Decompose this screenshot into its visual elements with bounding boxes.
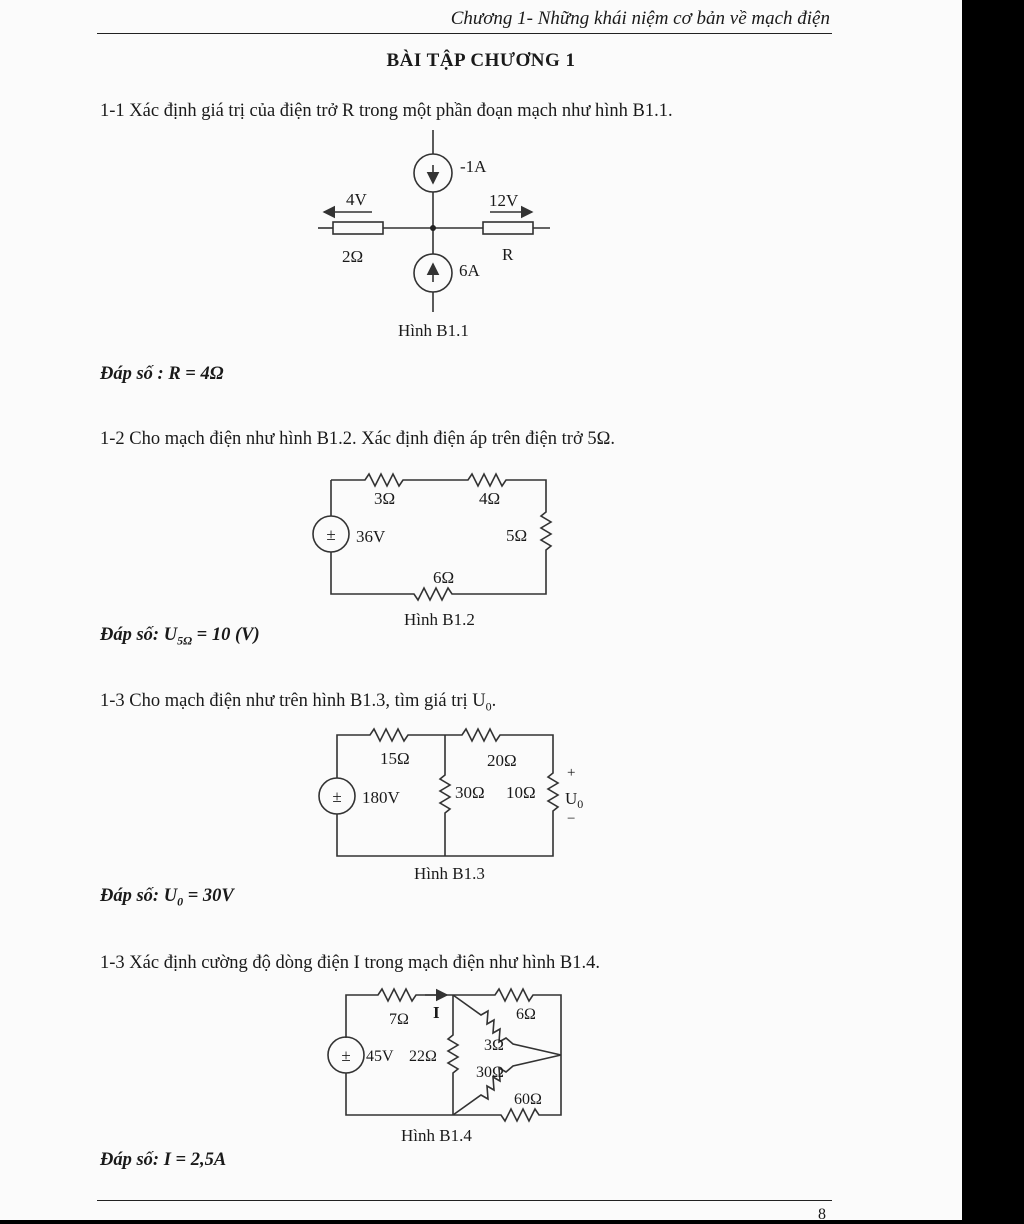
label-source: 36V: [356, 527, 386, 546]
label-r2: 4Ω: [479, 489, 501, 508]
label-source: 180V: [362, 788, 400, 807]
label-r6: 60Ω: [514, 1091, 542, 1108]
label-i-top: -1A: [460, 157, 487, 176]
label-out-minus: −: [567, 811, 576, 827]
label-current: I: [433, 1003, 440, 1022]
problem-4-question: 1-3 Xác định cường độ dòng điện I trong mạch điện như hình B1.4.: [100, 953, 600, 973]
chapter-header: Chương 1- Những khái niệm cơ bản về mạch điện: [450, 8, 830, 29]
label-r1: 3Ω: [374, 489, 396, 508]
label-r2: 6Ω: [516, 1006, 536, 1023]
label-v-right: 12V: [489, 191, 519, 210]
problem-2-question: 1-2 Cho mạch điện như hình B1.2. Xác định điện áp trên điện trở 5Ω.: [100, 429, 615, 449]
figure-b1-1: [318, 130, 550, 340]
label-r4: 6Ω: [433, 568, 455, 587]
resistor-2ohm: [333, 222, 383, 234]
figure-b1-2-caption: Hình B1.2: [404, 610, 475, 629]
label-r3: 3Ω: [484, 1037, 504, 1054]
label-i-bottom: 6A: [459, 261, 480, 280]
label-out-name: $U_0$: [565, 789, 584, 811]
problem-1-answer: Đáp số : R = 4Ω: [100, 364, 224, 384]
label-r3: 30Ω: [455, 783, 485, 802]
page-number: 8: [818, 1206, 826, 1223]
figure-b1-4-caption: Hình B1.4: [401, 1126, 472, 1145]
label-r3: 5Ω: [506, 526, 528, 545]
problem-3-question: 1-3 Cho mạch điện như trên hình B1.3, tìm giá trị $U_0$.: [100, 691, 497, 714]
label-r-right: R: [502, 245, 514, 264]
source-sign: ±: [326, 525, 336, 544]
figure-b1-2: [313, 474, 551, 629]
resistor-r: [483, 222, 533, 234]
label-source: 45V: [366, 1048, 394, 1065]
source-sign: ±: [341, 1046, 351, 1065]
label-r-left: 2Ω: [342, 247, 364, 266]
figure-b1-3: [319, 729, 583, 883]
problem-3-answer: Đáp số: $U_0 = 30V$: [100, 886, 234, 909]
problem-1-question: 1-1 Xác định giá trị của điện trở R trong một phần đoạn mạch như hình B1.1.: [100, 101, 673, 121]
source-sign: ±: [332, 787, 342, 806]
label-r4: 10Ω: [506, 783, 536, 802]
label-out-plus: +: [567, 765, 576, 781]
label-r2: 20Ω: [487, 751, 517, 770]
figure-b1-1-caption: Hình B1.1: [398, 321, 469, 340]
figure-b1-4: [328, 989, 561, 1145]
label-r1: 15Ω: [380, 749, 410, 768]
figure-b1-3-caption: Hình B1.3: [414, 864, 485, 883]
label-v-left: 4V: [346, 190, 367, 209]
page-title: BÀI TẬP CHƯƠNG 1: [386, 50, 576, 71]
label-r5: 30Ω: [476, 1064, 504, 1081]
problem-4-answer: Đáp số: I = 2,5A: [100, 1150, 227, 1170]
label-r1: 7Ω: [389, 1011, 409, 1028]
problem-2-answer: Đáp số: $U_{5\Omega} = 10$ (V): [100, 625, 260, 648]
label-r4: 22Ω: [409, 1048, 437, 1065]
